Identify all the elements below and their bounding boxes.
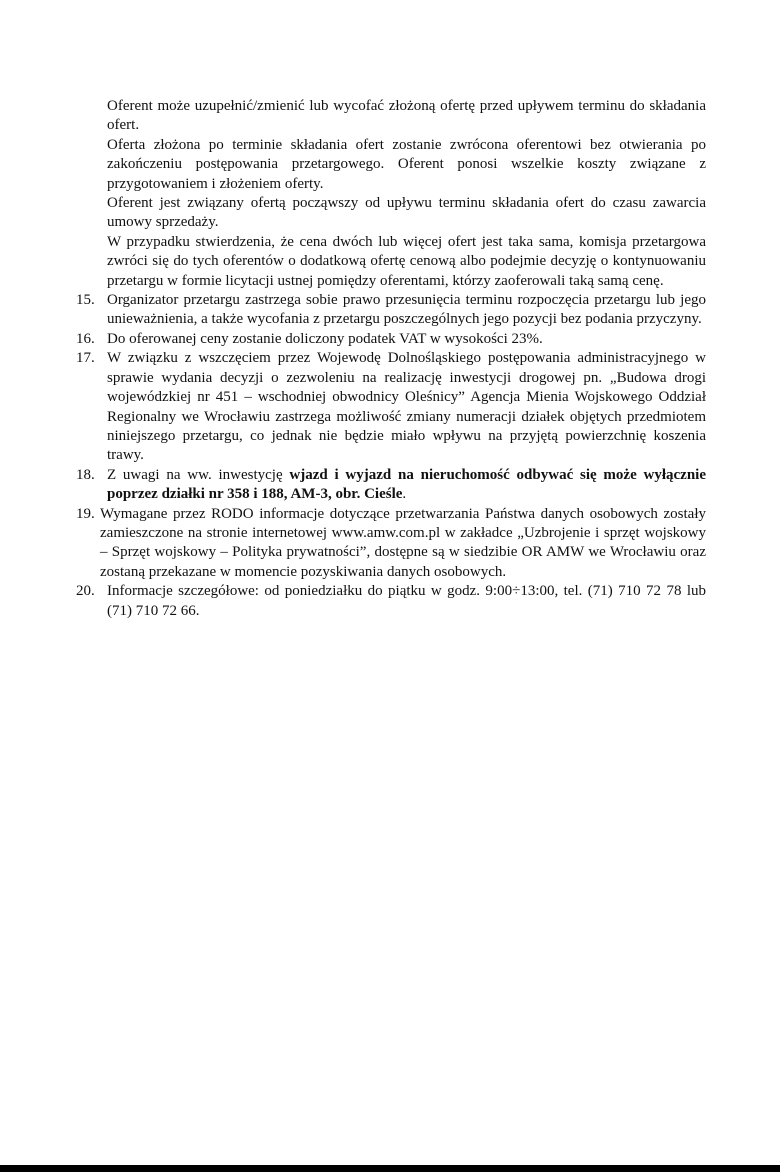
list-item-text-bold: wjazd i wyjazd na nieruchomość odbywać się może wyłącznie poprzez działki nr 358 i 188, AM-3, obr. Cieśle — [107, 466, 706, 503]
list-item-text: W związku z wszczęciem przez Wojewodę Dolnośląskiego postępowania administracyjnego w sprawie wydania decyzji o zezwoleniu na realizację inwestycji drogowej pn. „Budowa drogi wojewódzkiej nr 451 – wschodniej obwodnicy Oleśnicy” Agencja Mienia Wojskowego Oddział Regionalny we Wrocławiu zastrzega możliwość zmiany numeracji działek objętych przedmiotem niniejszego przetargu, co jednak nie będzie miało wpływu na przyjętą powierzchnię koszenia trawy. — [107, 350, 706, 464]
list-item-18 — [76, 466, 706, 505]
list-number: 15. — [76, 292, 95, 309]
list-item-text: Organizator przetargu zastrzega sobie prawo przesunięcia terminu rozpoczęcia przetargu lub jego unieważnienia, a także wycofania z przetargu poszczególnych jego pozycji bez podania przyczyny. — [107, 292, 706, 328]
list-item-15 — [76, 291, 706, 330]
list-item-17 — [76, 349, 706, 465]
list-number: 18. — [76, 466, 95, 483]
list-number: 19. — [76, 505, 95, 522]
list-item-text: Informacje szczegółowe: od poniedziałku do piątku w godz. 9:00÷13:00, tel. (71) 710 72 78 lub (71) 710 72 66. — [107, 583, 706, 619]
document-body — [76, 97, 706, 621]
list-number: 20. — [76, 583, 95, 600]
list-item-text-before: Z uwagi na ww. inwestycję — [107, 466, 290, 483]
paragraph-withdraw-offer: Oferent może uzupełnić/zmienić lub wycofać złożoną ofertę przed upływem terminu do składania ofert. — [107, 98, 706, 134]
list-number: 16. — [76, 330, 95, 347]
list-item-20 — [76, 582, 706, 621]
list-item-text: Wymagane przez RODO informacje dotyczące przetwarzania Państwa danych osobowych zostały zamieszczone na stronie internetowej www.amw.com.pl w zakładce „Uzbrojenie i sprzęt wojskowy – Sprzęt wojskowy – Polityka prywatności”, dostępne są w siedzibie OR AMW we Wrocławiu oraz zostaną przekazane w momencie pozyskiwania danych osobowych. — [100, 505, 706, 580]
paragraph-late-offer: Oferta złożona po terminie składania ofert zostanie zwrócona oferentowi bez otwierania po zakończeniu postępowania przetargowego. Oferent ponosi wszelkie koszty związane z przygotowaniem i złożeniem oferty. — [107, 136, 706, 192]
list-item-text: Do oferowanej ceny zostanie doliczony podatek VAT w wysokości 23%. — [107, 330, 543, 347]
list-item-text-after: . — [402, 486, 407, 503]
list-number: 17. — [76, 350, 95, 367]
list-item-16 — [76, 330, 706, 349]
paragraph-equal-price: W przypadku stwierdzenia, że cena dwóch lub więcej ofert jest taka sama, komisja przetargowa zwróci się do tych oferentów o dodatkową ofertę cenową albo podejmie decyzję o kontynuowaniu przetargu w formie licytacji ustnej pomiędzy oferentami, którzy zaoferowali taką samą cenę. — [107, 233, 706, 289]
page-bottom-border — [0, 1165, 780, 1172]
list-item-19 — [76, 505, 706, 583]
paragraph-offer-binding: Oferent jest związany ofertą począwszy od upływu terminu składania ofert do czasu zawarcia umowy sprzedaży. — [107, 195, 706, 231]
